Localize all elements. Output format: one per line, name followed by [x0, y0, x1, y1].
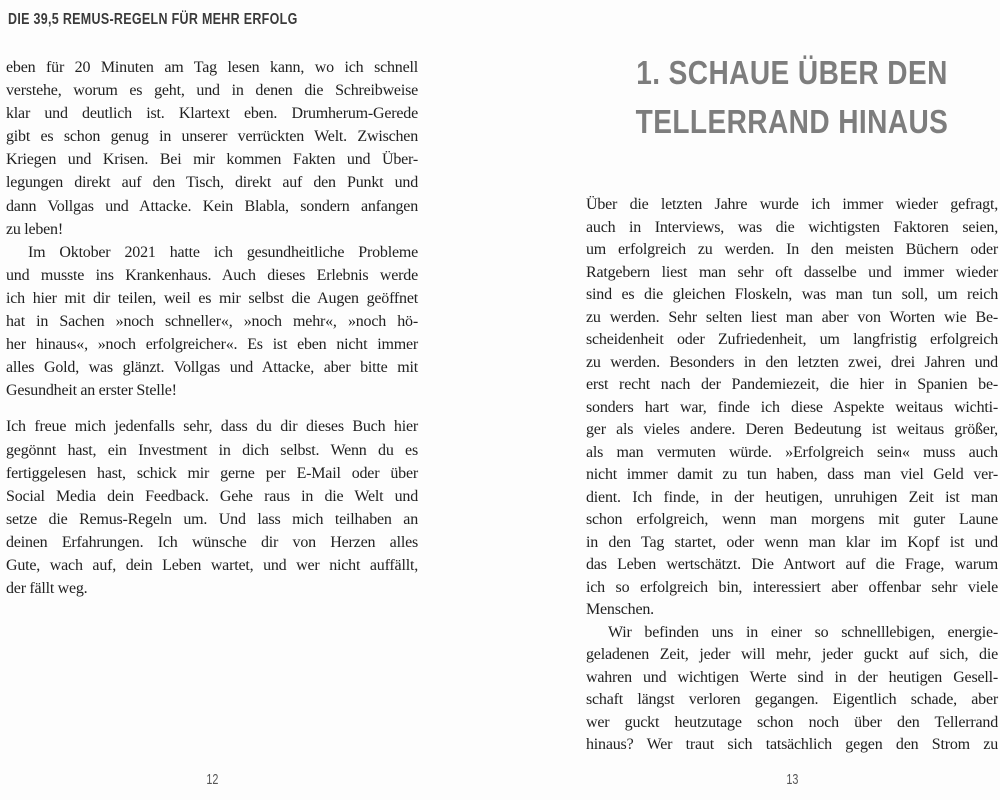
text-line: auch in Interviews, was die wichtigsten Faktoren seien, — [586, 218, 998, 236]
text-line: Ich freue mich jedenfalls sehr, dass du dir dieses Buch hier — [6, 418, 418, 436]
text-line: wahren und wichtigen Werte sind in der heutigen Gesell- — [586, 668, 998, 686]
paragraph — [586, 194, 998, 622]
paragraph — [6, 56, 418, 241]
text-line: Ratgebern liest man sehr oft dasselbe und immer wieder — [586, 263, 998, 281]
text-line: her hinaus«, »noch erfolgreicher«. Es ist eben nicht immer — [6, 336, 418, 354]
text-line: eben für 20 Minuten am Tag lesen kann, wo ich schnell — [6, 59, 418, 76]
text-line: Gesundheit an erster Stelle! — [6, 382, 177, 400]
text-line: das Leben wertschätzt. Die Antwort auf die Frage, warum — [586, 556, 998, 573]
text-line: hinaus? Wer traut sich tatsächlich gegen den Strom zu — [586, 736, 998, 753]
text-line: wer guckt heutzutage schon noch über den Tellerrand — [586, 713, 998, 731]
text-line: hat in Sachen »noch schneller«, »noch mehr«, »noch hö- — [6, 313, 418, 331]
text-line: Social Media dein Feedback. Gehe raus in die Welt und — [6, 487, 418, 505]
chapter-heading-line: 1. SCHAUE ÜBER DEN — [636, 54, 948, 91]
text-line: schaft längst verloren gegangen. Eigentlich schade, aber — [586, 691, 998, 708]
text-line: der fällt weg. — [6, 580, 88, 598]
text-line: Menschen. — [586, 601, 654, 618]
text-line: gibt es schon genug in unserer verrückten Welt. Zwischen — [6, 128, 418, 146]
text-line: Kriegen und Krisen. Bei mir kommen Fakten und Über- — [6, 151, 418, 169]
page-number-right — [586, 771, 998, 788]
text-line: setze die Remus-Regeln um. Und lass mich teilhaben an — [6, 510, 418, 528]
text-line: ich hier mit dir teilen, weil es mir selbst die Augen geöffnet — [6, 289, 418, 307]
text-line: zu werden. Besonders in den letzten zwei, drei Jahren und — [586, 353, 998, 371]
paragraph — [6, 415, 418, 600]
text-line: zu leben! — [6, 220, 63, 238]
text-line: deinen Erfahrungen. Ich wünsche dir von Herzen alles — [6, 533, 418, 551]
text-line: sonders hart war, finde ich diese Aspekte weitaus wichti- — [586, 398, 998, 416]
text-line: in den Tag startet, oder wenn man klar im Kopf ist und — [586, 533, 998, 551]
text-line: scheidenheit oder Zufriedenheit, um langfristig erfolgreich — [586, 331, 998, 348]
text-line: geladenen Zeit, jeder will mehr, jeder guckt auf sich, die — [586, 646, 998, 663]
paragraph — [586, 622, 998, 757]
text-line: alles Gold, was glänzt. Vollgas und Attacke, aber bitte mit — [6, 359, 418, 377]
text-line: nicht immer damit zu tun haben, dass man viel Geld ver- — [586, 466, 998, 483]
left-page-body — [6, 56, 418, 600]
text-line: verstehe, worum es geht, und in denen die Schreibweise — [6, 82, 418, 100]
text-line: schon erfolgreich, wenn man morgens mit guter Laune — [586, 511, 998, 528]
text-line: als man vermuten würde. »Erfolgreich sein« muss auch — [586, 443, 998, 461]
text-line: Gute, wach auf, dein Leben wartet, und wer nicht auffällt, — [6, 556, 418, 574]
running-head: DIE 39,5 REMUS-REGELN FÜR MEHR ERFOLG — [8, 11, 298, 28]
chapter-heading — [617, 48, 967, 146]
text-line: Über die letzten Jahre wurde ich immer wieder gefragt, — [586, 196, 998, 213]
text-line: fertiggelesen hast, schick mir gerne per E-Mail oder über — [6, 464, 418, 482]
text-line: ich so erfolgreich bin, interessiert aber offenbar sehr viele — [586, 578, 998, 596]
text-line: zu werden. Sehr selten liest man aber von Worten wie Be- — [586, 308, 998, 326]
text-line: legungen direkt auf den Tisch, direkt auf den Punkt und — [6, 174, 418, 192]
text-line: gegönnt hast, ein Investment in dich selbst. Wenn du es — [6, 441, 418, 459]
text-line: erst recht nach der Pandemiezeit, die hier in Spanien be- — [586, 376, 998, 393]
text-line: um erfolgreich zu werden. In den meisten Büchern oder — [586, 241, 998, 258]
text-line: sind es die gleichen Floskeln, was man tun soll, um reich — [586, 286, 998, 303]
paragraph — [6, 241, 418, 403]
text-line: dient. Ich finde, in der heutigen, unruhigen Zeit ist man — [586, 488, 998, 506]
text-line: ger als vieles andere. Deren Bedeutung ist weitaus größer, — [586, 421, 998, 438]
page-number-left — [6, 771, 418, 788]
text-line: und musste ins Krankenhaus. Auch dieses Erlebnis werde — [6, 266, 418, 284]
right-page-body — [586, 194, 998, 757]
text-line: klar und deutlich ist. Klartext eben. Drumherum-Gerede — [6, 105, 418, 123]
page-number-right-value: 13 — [785, 771, 799, 788]
chapter-heading-line: TELLERRAND HINAUS — [635, 103, 949, 140]
text-line: dann Vollgas und Attacke. Kein Blabla, sondern anfangen — [6, 197, 418, 215]
text-line: Wir befinden uns in einer so schnelllebigen, energie- — [608, 623, 998, 641]
text-line: Im Oktober 2021 hatte ich gesundheitliche Probleme — [28, 243, 418, 261]
page-number-left-value: 12 — [205, 771, 219, 788]
